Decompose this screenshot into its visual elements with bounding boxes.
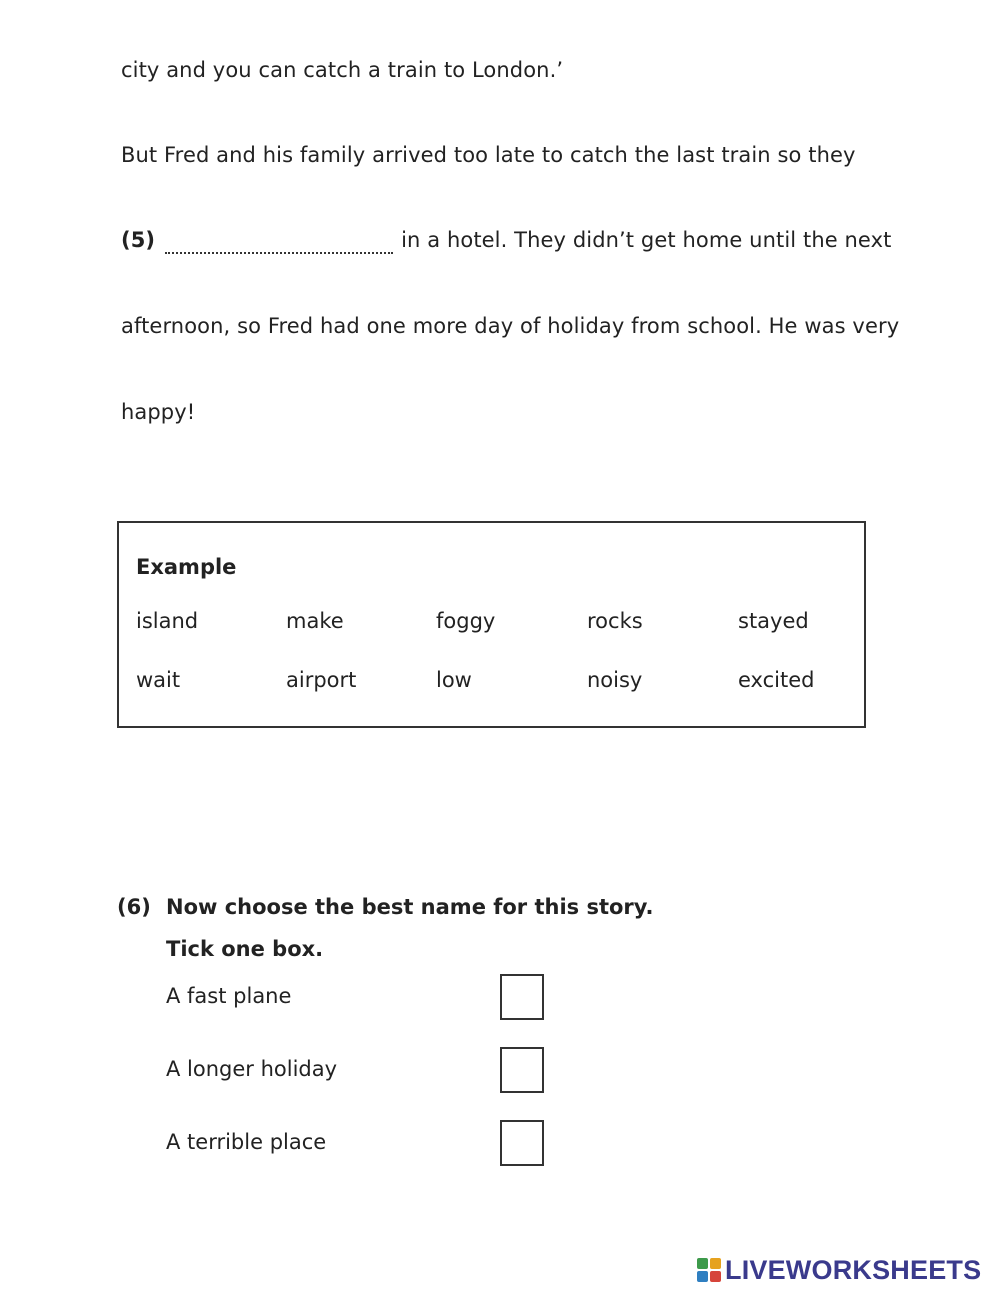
story-line-2: But Fred and his family arrived too late to catch the last train so they [121,143,856,167]
word-bank-word: foggy [436,609,496,633]
logo-square-icon [697,1258,708,1269]
question-6-prompt [117,895,654,919]
tick-instruction: Tick one box. [166,937,324,961]
logo-square-icon [710,1271,721,1282]
word-bank-word: island [136,609,199,633]
story-line-4: afternoon, so Fred had one more day of holiday from school. He was very [121,314,900,338]
option-label-longer-holiday: A longer holiday [166,1057,338,1081]
word-bank-word: low [436,668,472,692]
logo-mark-icon [697,1258,721,1282]
option-label-terrible-place: A terrible place [166,1130,327,1154]
word-bank-word: stayed [738,609,809,633]
story-line-3 [121,228,891,254]
question-6-text: Now choose the best name for this story. [166,895,654,919]
story-line-5: happy! [121,400,196,424]
word-bank-word: excited [738,668,815,692]
question-number-6: (6) [117,895,151,919]
word-bank-word: wait [136,668,181,692]
question-number-5: (5) [121,228,156,252]
word-bank-title: Example [136,555,237,579]
story-line-1: city and you can catch a train to London.’ [121,58,564,82]
logo-square-icon [697,1271,708,1282]
word-bank-box [117,521,866,728]
answer-input-5[interactable] [165,228,393,254]
tick-box-longer-holiday[interactable] [500,1047,544,1093]
liveworksheets-logo [697,1253,981,1287]
tick-box-fast-plane[interactable] [500,974,544,1020]
word-bank-word: make [286,609,344,633]
option-label-fast-plane: A fast plane [166,984,292,1008]
logo-square-icon [710,1258,721,1269]
word-bank-word: noisy [587,668,643,692]
word-bank-word: airport [286,668,357,692]
story-line-3-text: in a hotel. They didn’t get home until the next [401,228,892,252]
word-bank-word: rocks [587,609,643,633]
logo-text: LIVEWORKSHEETS [725,1254,982,1285]
tick-box-terrible-place[interactable] [500,1120,544,1166]
